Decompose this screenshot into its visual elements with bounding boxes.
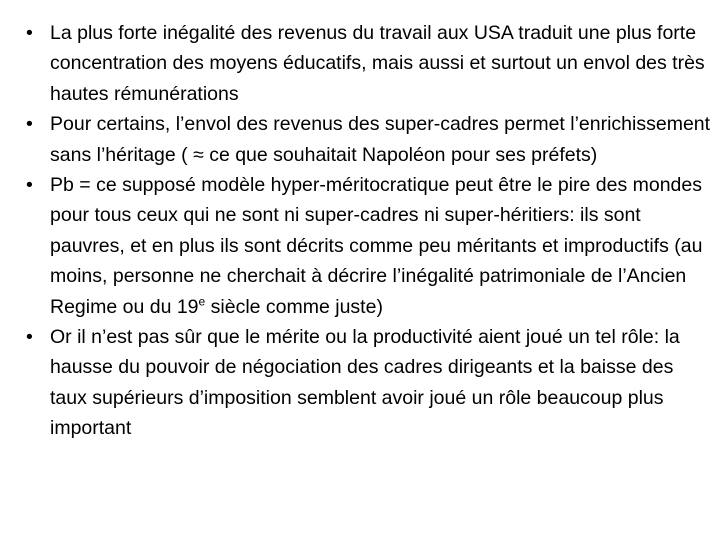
bullet-list xyxy=(24,18,714,444)
bullet-point-icon: • xyxy=(26,326,33,349)
bullet-point-icon: • xyxy=(26,113,33,136)
bullet-text: Or il n’est pas sûr que le mérite ou la productivité aient joué un tel rôle: la hausse du pouvoir de négociation des cadres dirigeants et la baisse des taux supérieurs d’imposition semblent avoir joué un rôle beaucoup plus important xyxy=(50,326,680,440)
bullet-text-part: siècle comme juste) xyxy=(205,295,383,318)
bullet-item xyxy=(24,322,714,444)
superscript: e xyxy=(198,294,206,309)
bullet-point-icon: • xyxy=(26,22,33,44)
bullet-item xyxy=(24,109,714,170)
bullet-text: Pour certains, l’envol des revenus des super-cadres permet l’enrichissement sans l’héritage ( ≈ ce que souhaitait Napoléon pour ses préfets) xyxy=(50,113,711,166)
bullet-item xyxy=(24,170,714,322)
bullet-text xyxy=(50,174,702,318)
bullet-text: La plus forte inégalité des revenus du travail aux USA traduit une plus forte concentration des moyens éducatifs, mais aussi et surtout un envol des très hautes rémunérations xyxy=(50,22,705,105)
bullet-item xyxy=(24,18,714,109)
bullet-text-part: Pb = ce supposé modèle hyper-méritocratique peut être le pire des mondes pour tous ceux qui ne sont ni super-cadres ni super-héritiers: ils sont pauvres, et en plus ils sont décrits comme peu méritants et improductifs (au moins, personne ne cherchait à décrire l’inégalité patrimoniale de l’Ancien Regime ou du 19 xyxy=(50,174,703,318)
bullet-point-icon: • xyxy=(26,174,33,197)
